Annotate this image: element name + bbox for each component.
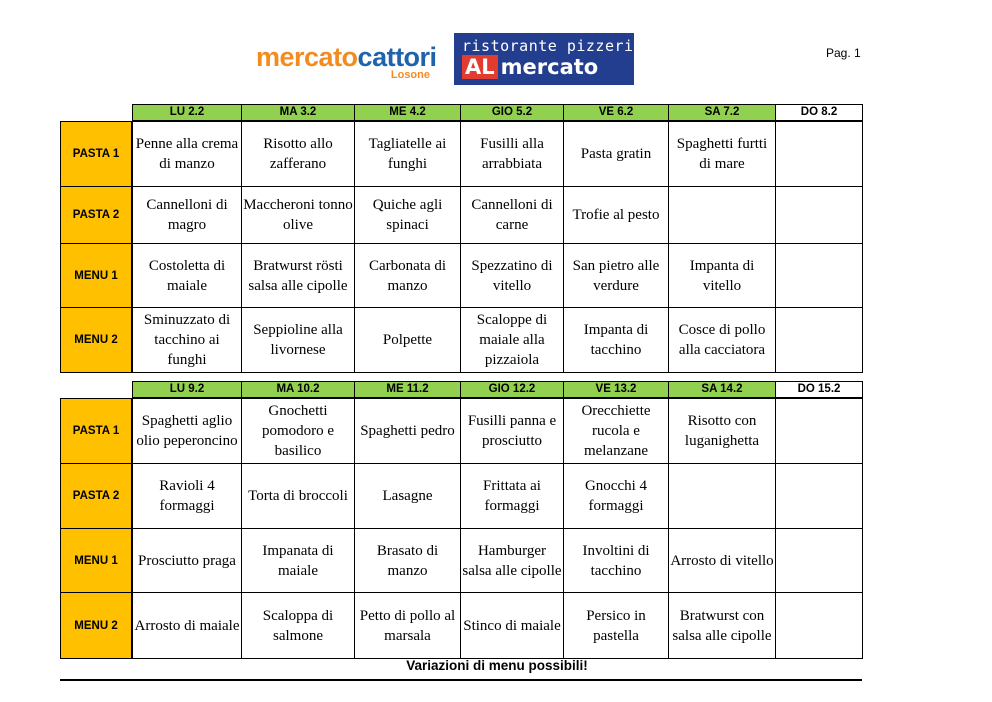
row-label: MENU 2 bbox=[60, 307, 132, 373]
menu-cell: Ravioli 4 formaggi bbox=[132, 463, 242, 529]
menu-cell: Gnochetti pomodoro e basilico bbox=[241, 398, 355, 464]
menu-cell: Arrosto di vitello bbox=[668, 528, 776, 593]
menu-cell: Persico in pastella bbox=[563, 592, 669, 659]
page-number: Pag. 1 bbox=[826, 46, 861, 60]
menu-cell bbox=[668, 186, 776, 244]
day-header: DO 8.2 bbox=[775, 104, 863, 121]
menu-cell: Arrosto di maiale bbox=[132, 592, 242, 659]
menu-cell: Brasato di manzo bbox=[354, 528, 461, 593]
logo-cattori-text: cattori bbox=[357, 42, 437, 72]
menu-cell: San pietro alle verdure bbox=[563, 243, 669, 308]
menu-cell bbox=[775, 463, 863, 529]
menu-cell: Risotto allo zafferano bbox=[241, 121, 355, 187]
menu-cell bbox=[775, 307, 863, 373]
day-header: VE 13.2 bbox=[563, 381, 669, 398]
menu-cell: Hamburger salsa alle cipolle bbox=[460, 528, 564, 593]
menu-cell bbox=[775, 528, 863, 593]
menu-cell: Scaloppe di maiale alla pizzaiola bbox=[460, 307, 564, 373]
day-header: LU 9.2 bbox=[132, 381, 242, 398]
menu-cell: Tagliatelle ai funghi bbox=[354, 121, 461, 187]
day-header: ME 4.2 bbox=[354, 104, 461, 121]
day-header: SA 14.2 bbox=[668, 381, 776, 398]
menu-cell: Bratwurst con salsa alle cipolle bbox=[668, 592, 776, 659]
row-label: PASTA 2 bbox=[60, 186, 132, 244]
menu-cell: Quiche agli spinaci bbox=[354, 186, 461, 244]
logo-al-text: AL bbox=[462, 55, 498, 79]
menu-cell: Impanta di tacchino bbox=[563, 307, 669, 373]
day-header: SA 7.2 bbox=[668, 104, 776, 121]
menu-cell: Petto di pollo al marsala bbox=[354, 592, 461, 659]
row-label: PASTA 2 bbox=[60, 463, 132, 529]
day-header: GIO 5.2 bbox=[460, 104, 564, 121]
menu-cell: Impanata di maiale bbox=[241, 528, 355, 593]
menu-cell: Spaghetti aglio olio peperoncino bbox=[132, 398, 242, 464]
menu-cell: Spezzatino di vitello bbox=[460, 243, 564, 308]
row-label: PASTA 1 bbox=[60, 121, 132, 187]
menu-cell: Torta di broccoli bbox=[241, 463, 355, 529]
day-header: MA 3.2 bbox=[241, 104, 355, 121]
menu-cell: Penne alla crema di manzo bbox=[132, 121, 242, 187]
menu-cell: Orecchiette rucola e melanzane bbox=[563, 398, 669, 464]
menu-cell: Carbonata di manzo bbox=[354, 243, 461, 308]
logo-losone-text: Losone bbox=[390, 69, 430, 81]
menu-cell bbox=[775, 398, 863, 464]
menu-cell: Cosce di pollo alla cacciatora bbox=[668, 307, 776, 373]
menu-cell: Trofie al pesto bbox=[563, 186, 669, 244]
menu-cell: Cannelloni di carne bbox=[460, 186, 564, 244]
menu-cell: Risotto con luganighetta bbox=[668, 398, 776, 464]
menu-cell: Impanta di vitello bbox=[668, 243, 776, 308]
menu-cell: Seppioline alla livornese bbox=[241, 307, 355, 373]
menu-cell: Fusilli alla arrabbiata bbox=[460, 121, 564, 187]
logo-mercato-text: mercato bbox=[256, 42, 358, 72]
menu-cell: Spaghetti pedro bbox=[354, 398, 461, 464]
row-label: MENU 1 bbox=[60, 243, 132, 308]
day-header: GIO 12.2 bbox=[460, 381, 564, 398]
menu-cell: Fusilli panna e prosciutto bbox=[460, 398, 564, 464]
day-header: MA 10.2 bbox=[241, 381, 355, 398]
menu-cell: Gnocchi 4 formaggi bbox=[563, 463, 669, 529]
menu-cell: Sminuzzato di tacchino ai funghi bbox=[132, 307, 242, 373]
menu-cell: Spaghetti furtti di mare bbox=[668, 121, 776, 187]
menu-cell bbox=[775, 243, 863, 308]
day-header: ME 11.2 bbox=[354, 381, 461, 398]
logo-ristorante-pizzeria bbox=[454, 33, 644, 85]
day-header: VE 6.2 bbox=[563, 104, 669, 121]
day-header: LU 2.2 bbox=[132, 104, 242, 121]
menu-cell: Stinco di maiale bbox=[460, 592, 564, 659]
row-label: PASTA 1 bbox=[60, 398, 132, 464]
day-header: DO 15.2 bbox=[775, 381, 863, 398]
menu-cell bbox=[775, 186, 863, 244]
logo-ristorante-top: ristorante pizzeria bbox=[462, 37, 644, 55]
menu-cell bbox=[668, 463, 776, 529]
menu-cell: Scaloppa di salmone bbox=[241, 592, 355, 659]
menu-cell: Prosciutto praga bbox=[132, 528, 242, 593]
menu-cell: Cannelloni di magro bbox=[132, 186, 242, 244]
row-label: MENU 1 bbox=[60, 528, 132, 593]
menu-cell bbox=[775, 592, 863, 659]
footer-note: Variazioni di menu possibili! bbox=[406, 658, 588, 673]
footer-divider bbox=[60, 679, 862, 681]
menu-cell: Bratwurst rösti salsa alle cipolle bbox=[241, 243, 355, 308]
menu-cell: Costoletta di maiale bbox=[132, 243, 242, 308]
logo-mercato-name: mercato bbox=[500, 55, 599, 79]
menu-cell: Frittata ai formaggi bbox=[460, 463, 564, 529]
menu-cell: Lasagne bbox=[354, 463, 461, 529]
menu-cell: Polpette bbox=[354, 307, 461, 373]
row-label: MENU 2 bbox=[60, 592, 132, 659]
menu-cell: Pasta gratin bbox=[563, 121, 669, 187]
menu-cell bbox=[775, 121, 863, 187]
menu-cell: Maccheroni tonno olive bbox=[241, 186, 355, 244]
menu-cell: Involtini di tacchino bbox=[563, 528, 669, 593]
logo-mercatocattori bbox=[256, 44, 436, 82]
